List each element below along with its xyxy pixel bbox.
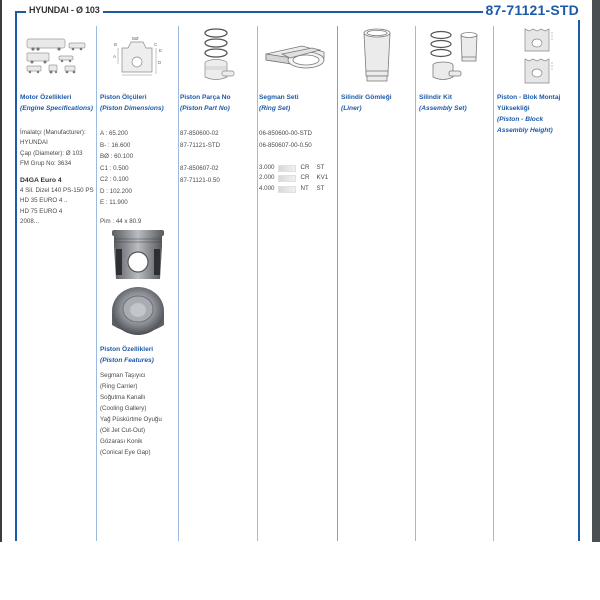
engine-detail: 4 Sil. Dizel 140 PS-150 PS [20, 187, 94, 195]
liner-icon [341, 26, 413, 86]
engine-code: D4GA Euro 4 [20, 176, 62, 184]
pin-size: Pim : 44 x 80.9 [100, 217, 142, 225]
manufacturer-label: İmalatçı (Manufacturer): [20, 129, 86, 136]
piston-part-no-subtitle: (Piston Part No) [180, 105, 230, 112]
piston-part-no-column [180, 26, 256, 186]
dimension-c1: C1 : 0.500 [100, 164, 129, 172]
part-code-title: 87-71121-STD [483, 2, 582, 18]
ring-set-code: 06-850600-00-STD [259, 130, 312, 137]
piston-part-number: 87-850607-02 [180, 165, 219, 172]
svg-text:A: A [113, 54, 117, 59]
dimension-e: E : 11.900 [100, 199, 128, 206]
liner-subtitle: (Liner) [341, 105, 362, 112]
engine-detail: HD 75 EURO 4 [20, 207, 63, 215]
svg-text:BØ: BØ [132, 36, 139, 41]
vehicles-icon [20, 26, 96, 86]
block-height-icon [497, 26, 577, 86]
column-divider [178, 26, 179, 541]
engine-specs-title: Motor Özellikleri [20, 94, 72, 101]
ring-size: 2.000 [259, 174, 275, 182]
block-height-subtitle: Assembly Height) [497, 127, 553, 134]
piston-part-number: 87-71121-STD [180, 141, 221, 149]
assembly-set-column [419, 26, 491, 114]
assembly-set-title: Silindir Kit [419, 94, 452, 101]
feature-item: Soğutma Kanallı [100, 393, 146, 401]
dimension-b-diameter: BØ : 60.100 [100, 153, 134, 160]
dimension-d: D : 102.200 [100, 187, 132, 195]
piston-features-title: Piston Özellikleri [100, 345, 154, 353]
dimension-c2: C2 : 0.100 [100, 176, 129, 183]
piston-side-image [100, 229, 176, 281]
right-side-bar [592, 0, 600, 542]
piston-dimensions-title: Piston Ölçüleri [100, 94, 147, 101]
column-divider [493, 26, 494, 541]
ring-spec-row [259, 184, 335, 194]
fm-group-number: FM Grup No: 3634 [20, 160, 72, 168]
ring-profile-swatch [278, 186, 296, 193]
liner-title: Silindir Gömleği [341, 94, 392, 101]
left-edge-line [0, 0, 2, 542]
ring-spec-row [259, 173, 335, 183]
block-height-column [497, 26, 577, 136]
feature-item: (Conical Eye Gap) [100, 448, 151, 456]
column-divider [257, 26, 258, 541]
piston-rings-icon [180, 26, 256, 86]
ring-set-icon [259, 26, 335, 86]
manufacturer-value: HYUNDAI [20, 139, 48, 147]
block-height-title: Piston - Blok Montaj [497, 94, 561, 101]
piston-part-number: 87-850600-02 [180, 130, 219, 137]
assembly-set-subtitle: (Assembly Set) [419, 105, 467, 112]
frame-left-border [15, 11, 17, 541]
piston-top-image [100, 283, 176, 341]
ring-type: ST [316, 164, 325, 171]
piston-features-subtitle: (Piston Features) [100, 356, 154, 364]
frame-right-border [578, 20, 580, 541]
ring-set-column [259, 26, 335, 194]
engine-detail: 2008... [20, 218, 39, 226]
dimension-a: A : 65.200 [100, 130, 128, 137]
ring-set-code: 06-850607-00-0.50 [259, 141, 312, 149]
svg-text:C: C [154, 42, 158, 47]
piston-part-number: 87-71121-0.50 [180, 176, 220, 184]
feature-item: (Ring Carrier) [100, 382, 138, 390]
feature-item: Segman Taşıyıcı [100, 371, 146, 379]
dimension-b: B- : 16.600 [100, 141, 131, 149]
ring-type: KV1 [316, 174, 329, 182]
engine-specs-column [20, 26, 96, 228]
column-divider [415, 26, 416, 541]
ring-material: CR [300, 164, 310, 171]
piston-dimensions-subtitle: (Piston Dimensions) [100, 105, 164, 112]
engine-detail: HD 35 EURO 4 .. [20, 197, 68, 205]
liner-column [341, 26, 413, 114]
diameter-value: Çap (Diameter): Ø 103 [20, 149, 83, 157]
block-height-subtitle: (Piston - Block [497, 116, 544, 123]
engine-specs-subtitle: (Engine Specifications) [20, 105, 93, 112]
piston-diagram-icon [100, 26, 176, 86]
ring-size: 3.000 [259, 164, 275, 171]
feature-item: Gözarası Konik [100, 437, 143, 445]
feature-item: (Cooling Gallery) [100, 404, 147, 412]
ring-spec-row [259, 163, 335, 173]
svg-text:B: B [114, 42, 118, 47]
ring-material: NT [300, 184, 309, 192]
feature-item: (Oil Jet Cut-Out) [100, 426, 146, 434]
ring-set-subtitle: (Ring Set) [259, 105, 291, 112]
piston-part-no-title: Piston Parça No [180, 94, 231, 101]
ring-profile-swatch [278, 165, 296, 172]
ring-material: CR [300, 174, 310, 182]
column-divider [96, 26, 97, 541]
feature-item: Yağ Püskürtme Oyuğu [100, 415, 162, 423]
column-divider [337, 26, 338, 541]
block-height-title: Yüksekliği [497, 105, 530, 112]
svg-text:D: D [158, 60, 162, 65]
ring-profile-swatch [278, 175, 296, 182]
ring-type: ST [316, 184, 325, 192]
assembly-set-icon [419, 26, 491, 86]
ring-set-title: Segman Seti [259, 94, 299, 101]
svg-text:E: E [159, 48, 163, 53]
piston-dimensions-column [100, 26, 176, 458]
ring-size: 4.000 [259, 184, 275, 192]
brand-diameter-title: HYUNDAI - Ø 103 [26, 5, 103, 15]
